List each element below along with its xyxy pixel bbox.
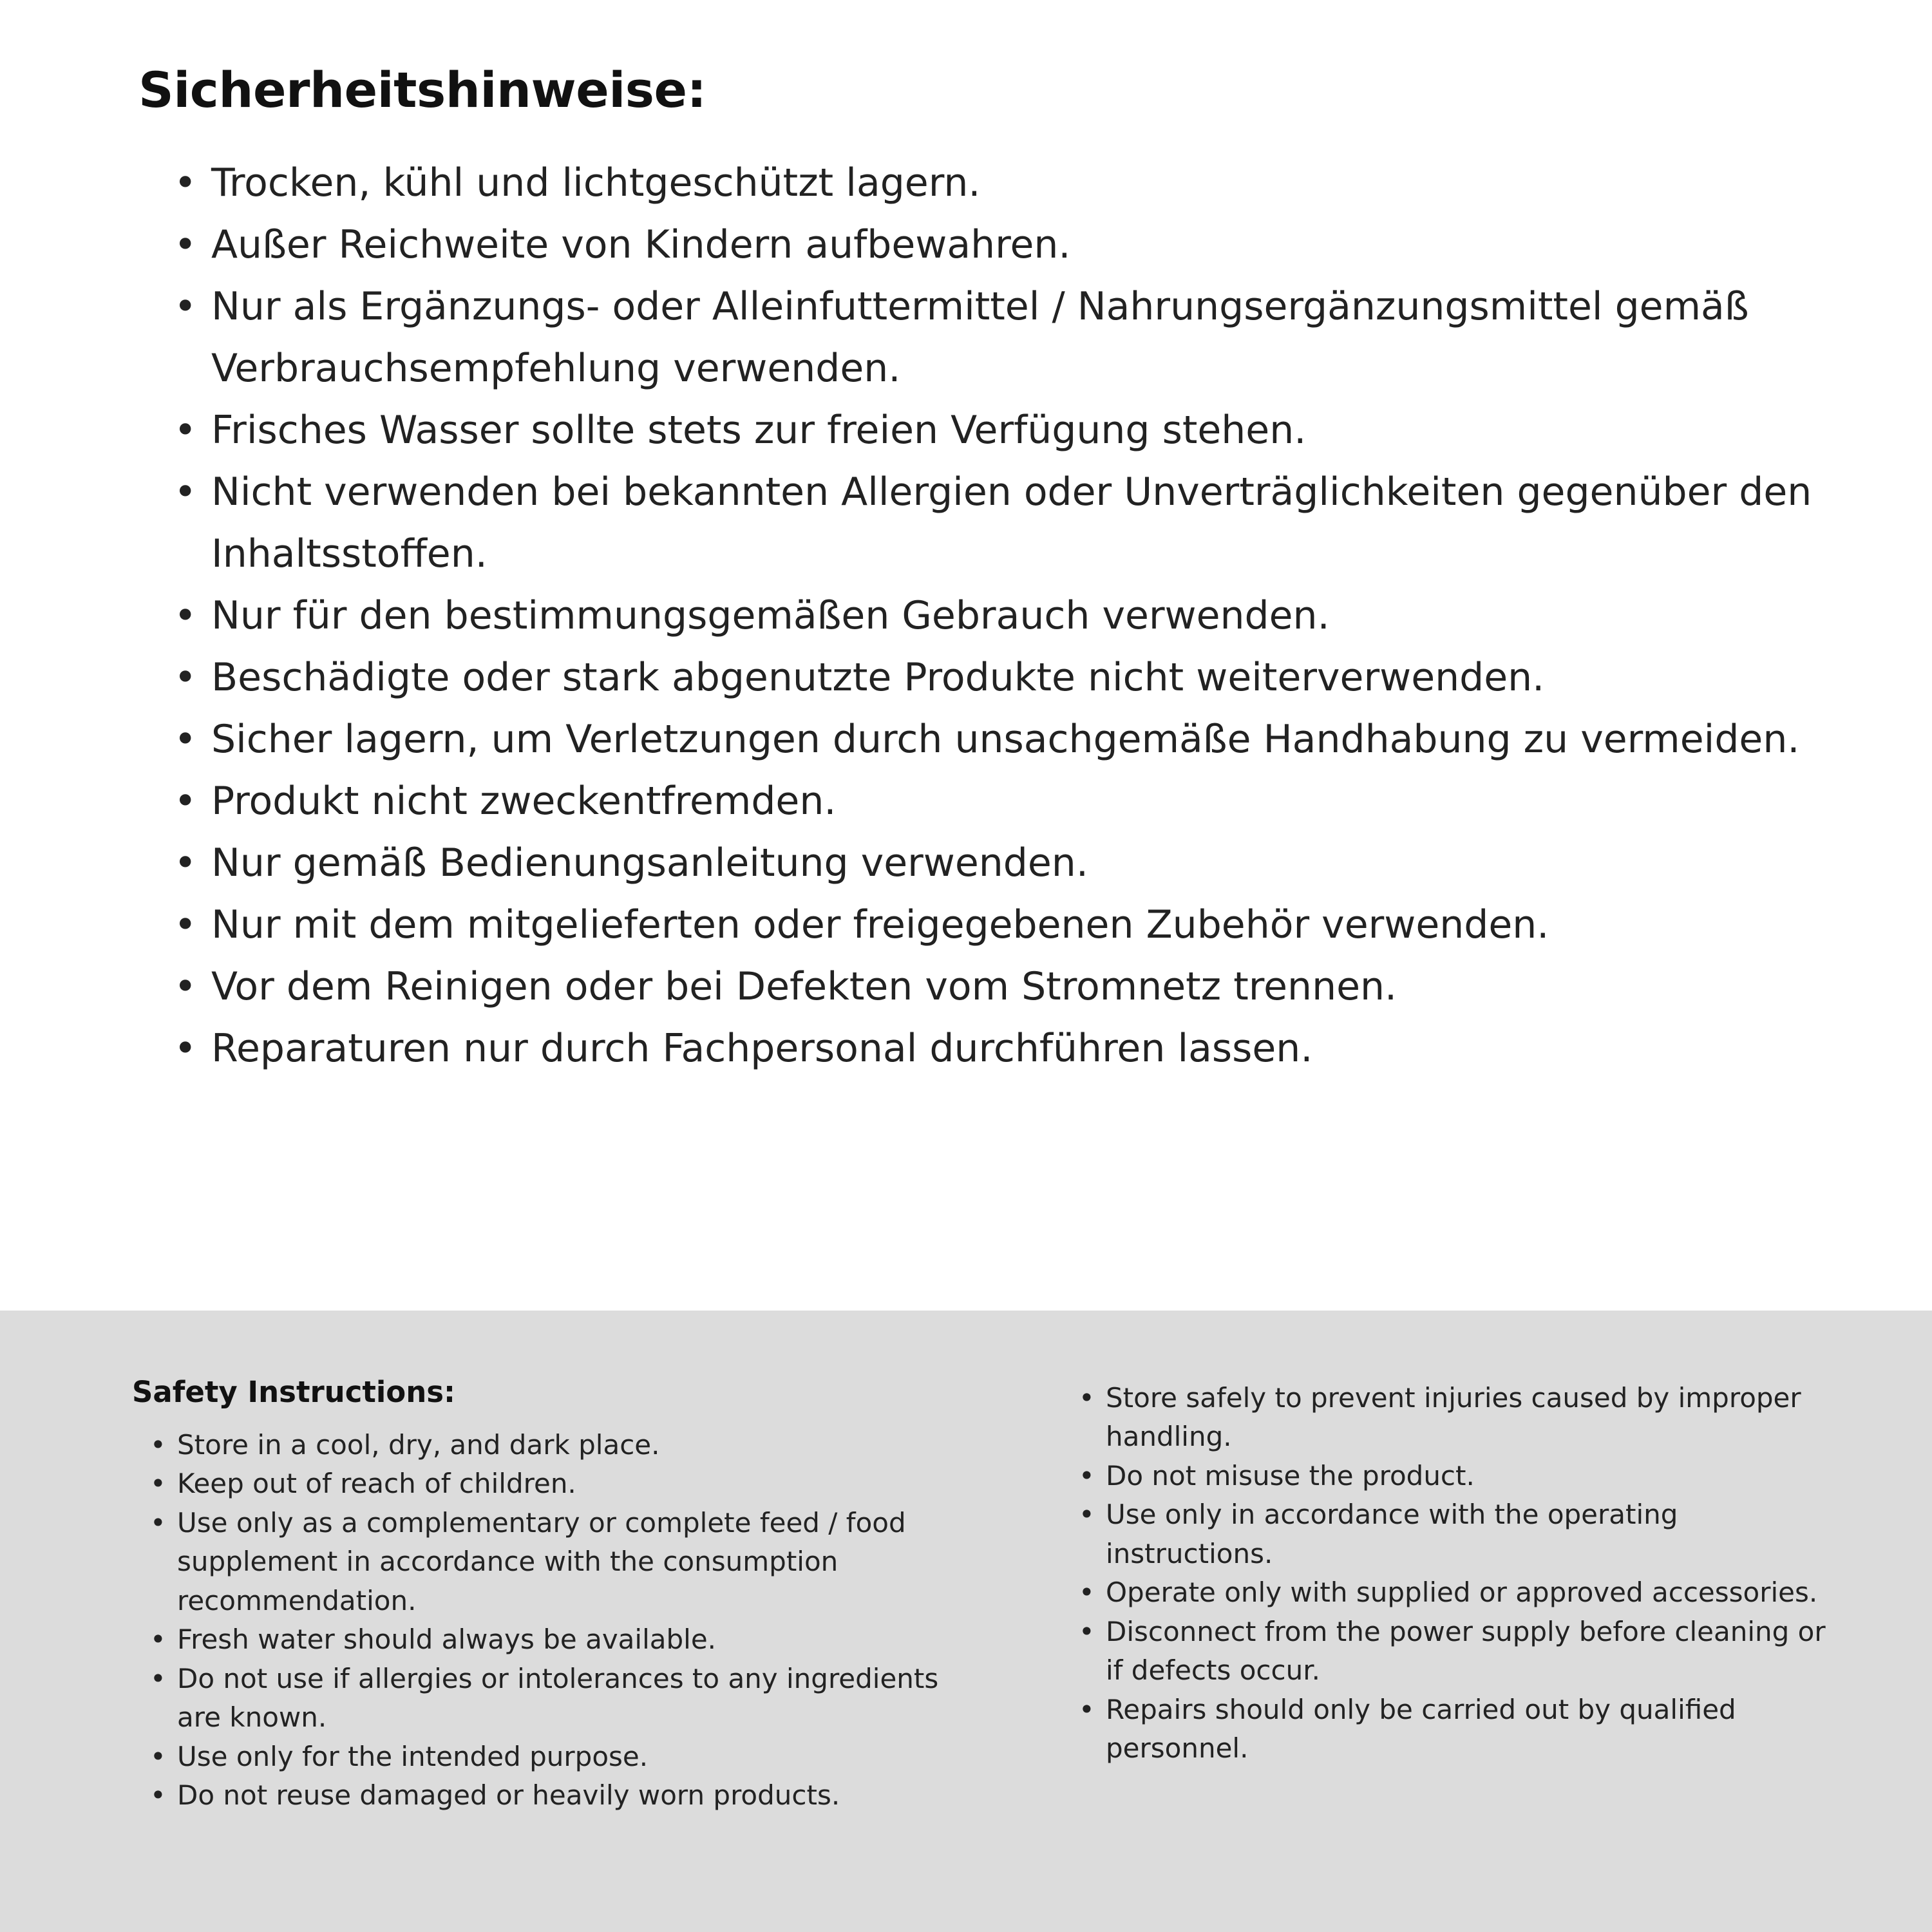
list-item: • Nicht verwenden bei bekannten Allergien oder Unverträglichkeiten gegenüber den Inhaltsstoffen. [174,461,1823,585]
page-title-english: Safety Instructions: [132,1375,456,1409]
german-safety-list [174,152,1823,1079]
list-item: • Use only as a complementary or complete feed / food supplement in accordance with the consumption recommendation. [150,1504,989,1620]
list-item: • Store safely to prevent injuries caused by improper handling. [1079,1379,1842,1457]
list-item: • Use only for the intended purpose. [150,1738,989,1776]
list-item: • Store in a cool, dry, and dark place. [150,1426,989,1464]
list-item: • Nur als Ergänzungs- oder Alleinfuttermittel / Nahrungsergänzungsmittel gemäß Verbrauchsempfehlung verwenden. [174,276,1823,399]
list-item: • Repairs should only be carried out by qualified personnel. [1079,1690,1842,1768]
list-item: • Operate only with supplied or approved accessories. [1079,1573,1842,1612]
list-item: • Nur für den bestimmungsgemäßen Gebrauch verwenden. [174,585,1823,647]
list-item: • Vor dem Reinigen oder bei Defekten vom Stromnetz trennen. [174,956,1823,1018]
list-item: • Do not use if allergies or intolerances to any ingredients are known. [150,1660,989,1738]
list-item: • Sicher lagern, um Verletzungen durch unsachgemäße Handhabung zu vermeiden. [174,708,1823,770]
english-left-column [132,1375,989,1932]
english-right-column [1079,1375,1842,1932]
list-item: • Use only in accordance with the operating instructions. [1079,1495,1842,1573]
list-item: • Produkt nicht zweckentfremden. [174,770,1823,832]
list-item: • Nur mit dem mitgelieferten oder freigegebenen Zubehör verwenden. [174,894,1823,956]
list-item: • Keep out of reach of children. [150,1464,989,1503]
english-safety-list-left [150,1426,989,1815]
list-item: • Frisches Wasser sollte stets zur freien Verfügung stehen. [174,399,1823,461]
list-item: • Trocken, kühl und lichtgeschützt lagern. [174,152,1823,214]
list-item: • Do not misuse the product. [1079,1457,1842,1495]
list-item: • Nur gemäß Bedienungsanleitung verwenden. [174,832,1823,894]
list-item: • Außer Reichweite von Kindern aufbewahren. [174,214,1823,276]
list-item: • Disconnect from the power supply before cleaning or if defects occur. [1079,1613,1842,1690]
list-item: • Do not reuse damaged or heavily worn products. [150,1776,989,1815]
list-item: • Fresh water should always be available. [150,1620,989,1659]
list-item: • Reparaturen nur durch Fachpersonal durchführen lassen. [174,1018,1823,1079]
english-safety-section [0,1311,1932,1932]
list-item: • Beschädigte oder stark abgenutzte Produkte nicht weiterverwenden. [174,647,1823,708]
english-safety-list-right [1079,1379,1842,1768]
page-title-german: Sicherheitshinweise: [138,61,706,118]
